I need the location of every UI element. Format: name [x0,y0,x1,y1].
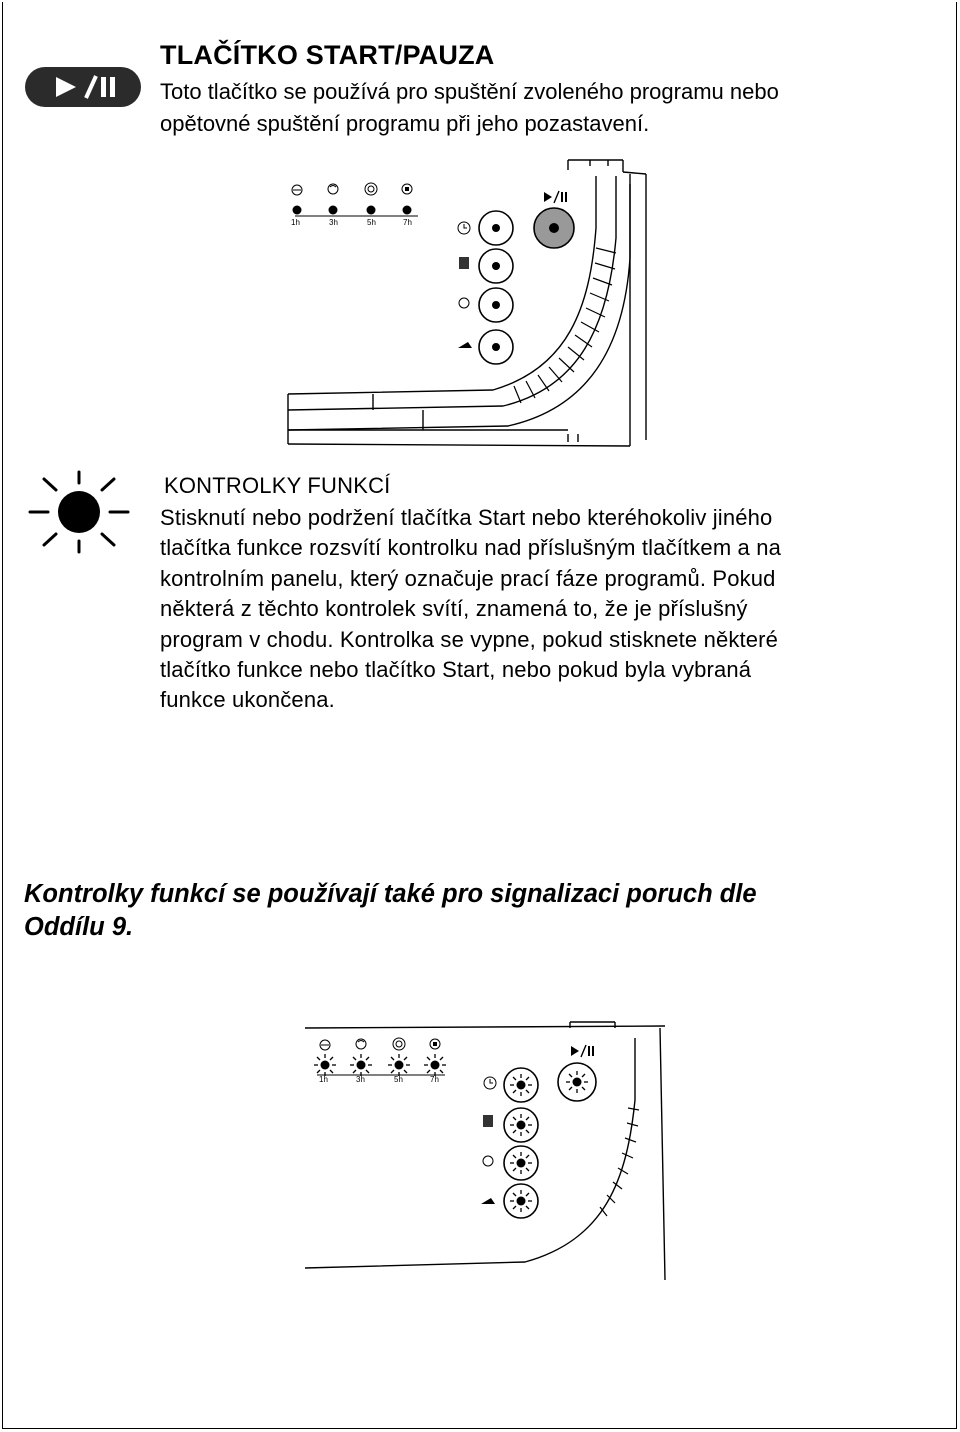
section2-text [160,503,920,716]
time-label-1h: 1h [319,1075,328,1084]
section2-title: KONTROLKY FUNKCÍ [164,473,391,498]
control-panel-illustration [278,158,656,450]
time-label-3h: 3h [329,218,338,227]
section2-line: tlačítko funkce nebo tlačítko Start, nebo pokud byla vybraná [160,657,752,683]
time-label-7h: 7h [403,218,412,227]
section2-line: některá z těchto kontrolek svítí, znamená to, že je příslušný [160,596,748,622]
section2-line: program v chodu. Kontrolka se vypne, pokud stisknete některé [160,626,779,652]
time-label-3h: 3h [356,1075,365,1084]
section2-line: funkce ukončena. [160,687,335,713]
indicator-light-icon [28,470,130,554]
section1-line: Toto tlačítko se používá pro spuštění zvoleného programu nebo [160,79,779,104]
section1-line: opětovné spuštění programu při jeho pozastavení. [160,111,650,136]
section2-line: kontrolním panelu, který označuje prací fáze programů. Pokud [160,565,776,591]
start-pause-icon [24,66,142,108]
section1-title: TLAČÍTKO START/PAUZA [160,40,495,70]
fault-signal-note [24,878,924,944]
control-panel-lit-illustration [305,1020,677,1282]
section2-line: tlačítka funkce rozsvítí kontrolku nad příslušným tlačítkem a na [160,535,781,561]
time-label-7h: 7h [430,1075,439,1084]
time-label-5h: 5h [394,1075,403,1084]
section1-text [160,76,920,140]
time-label-1h: 1h [291,218,300,227]
note-line: Oddílu 9. [24,913,134,941]
section2-line: Stisknutí nebo podržení tlačítka Start nebo kteréhokoliv jiného [160,505,773,530]
time-label-5h: 5h [367,218,376,227]
note-line: Kontrolky funkcí se používají také pro signalizaci poruch dle [24,880,757,908]
